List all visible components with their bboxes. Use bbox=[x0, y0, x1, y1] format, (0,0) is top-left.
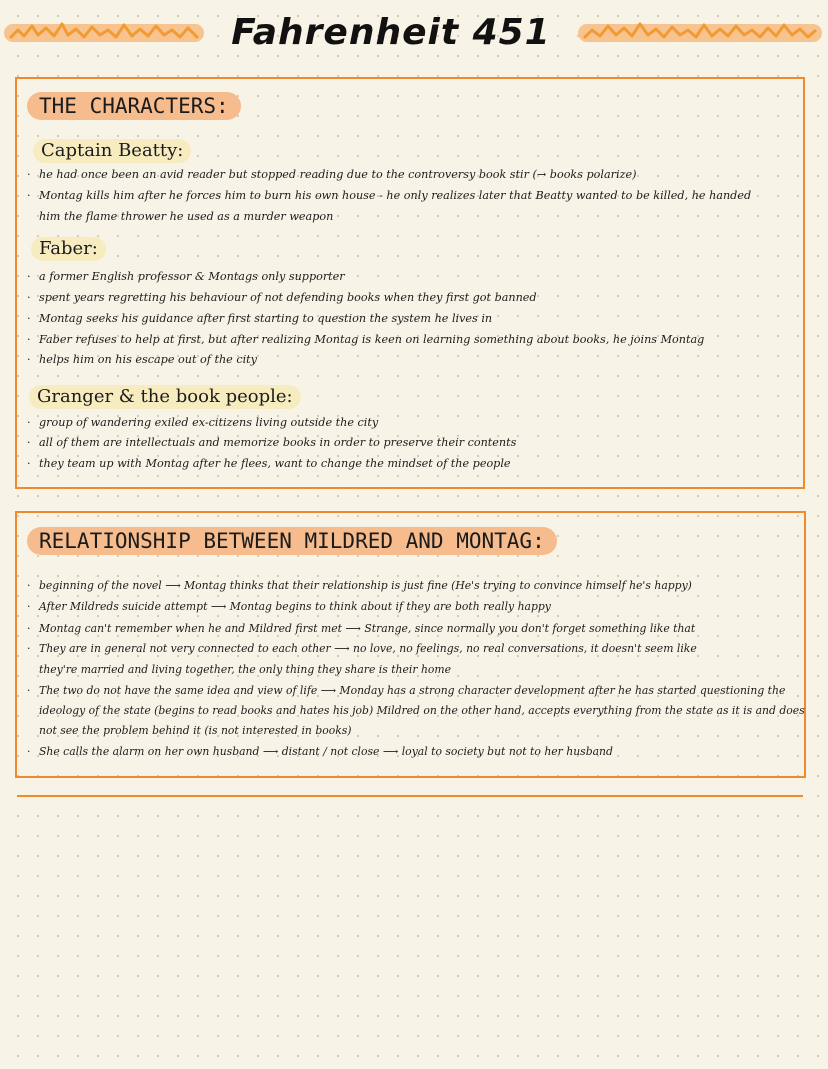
relationship-line: not see the problem behind it (is not interested in books) bbox=[39, 724, 352, 737]
flame-decoration-left-icon bbox=[4, 18, 204, 46]
relationship-line: they're married and living together, the only thing they share is their home bbox=[39, 663, 452, 676]
beatty-line: him the flame thrower he used as a murder weapon bbox=[39, 210, 334, 223]
relationship-line: · beginning of the novel ⟶ Montag thinks that their relationship is just fine (He's trying to convince himself he's happy) bbox=[39, 578, 692, 594]
granger-line: · all of them are intellectuals and memorize books in order to preserve their contents bbox=[39, 435, 516, 451]
title-banner bbox=[0, 10, 828, 56]
relationship-line: · After Mildreds suicide attempt ⟶ Montag begins to think about if they are both really happy bbox=[39, 599, 551, 615]
faber-line: · spent years regretting his behaviour of not defending books when they first got banned bbox=[39, 290, 537, 306]
faber-heading: Faber: bbox=[31, 237, 106, 261]
granger-line: · they team up with Montag after he flees, want to change the mindset of the people bbox=[39, 456, 511, 472]
characters-heading: THE CHARACTERS: bbox=[27, 92, 241, 120]
relationship-line: · She calls the alarm on her own husband ⟶ distant / not close ⟶ loyal to society but not to her husband bbox=[39, 744, 613, 760]
faber-line: · Montag seeks his guidance after first starting to question the system he lives in bbox=[39, 311, 492, 327]
divider-line bbox=[17, 795, 803, 797]
page-title: Fahrenheit 451 bbox=[231, 12, 551, 53]
beatty-line: · Montag kills him after he forces him to burn his own house - he only realizes later that Beatty wanted to be killed, he handed bbox=[39, 188, 751, 204]
relationship-line: ideology of the state (begins to read books and hates his job) Mildred on the other hand, accepts everything from the state as it is and does bbox=[39, 704, 805, 717]
relationship-line: · They are in general not very connected to each other ⟶ no love, no feelings, no real conversations, it doesn't seem like bbox=[39, 641, 697, 657]
faber-line: · a former English professor & Montags only supporter bbox=[39, 269, 345, 285]
granger-heading: Granger & the book people: bbox=[29, 385, 301, 409]
faber-line: · helps him on his escape out of the city bbox=[39, 352, 257, 368]
relationship-line: · The two do not have the same idea and view of life ⟶ Monday has a strong character development after he has started questioning the bbox=[39, 683, 785, 699]
relationship-heading: RELATIONSHIP BETWEEN MILDRED AND MONTAG: bbox=[27, 527, 557, 555]
beatty-heading: Captain Beatty: bbox=[33, 139, 191, 163]
flame-decoration-right-icon bbox=[578, 18, 822, 46]
characters-section bbox=[15, 77, 805, 489]
beatty-line: · he had once been an avid reader but stopped reading due to the controversy book stir (→ books polarize) bbox=[39, 167, 636, 183]
faber-line: · Faber refuses to help at first, but after realizing Montag is keen on learning something about books, he joins Montag bbox=[39, 332, 704, 348]
granger-line: · group of wandering exiled ex-citizens living outside the city bbox=[39, 415, 378, 431]
relationship-line: · Montag can't remember when he and Mildred first met ⟶ Strange, since normally you don't forget something like that bbox=[39, 621, 695, 637]
relationship-section bbox=[15, 511, 806, 778]
